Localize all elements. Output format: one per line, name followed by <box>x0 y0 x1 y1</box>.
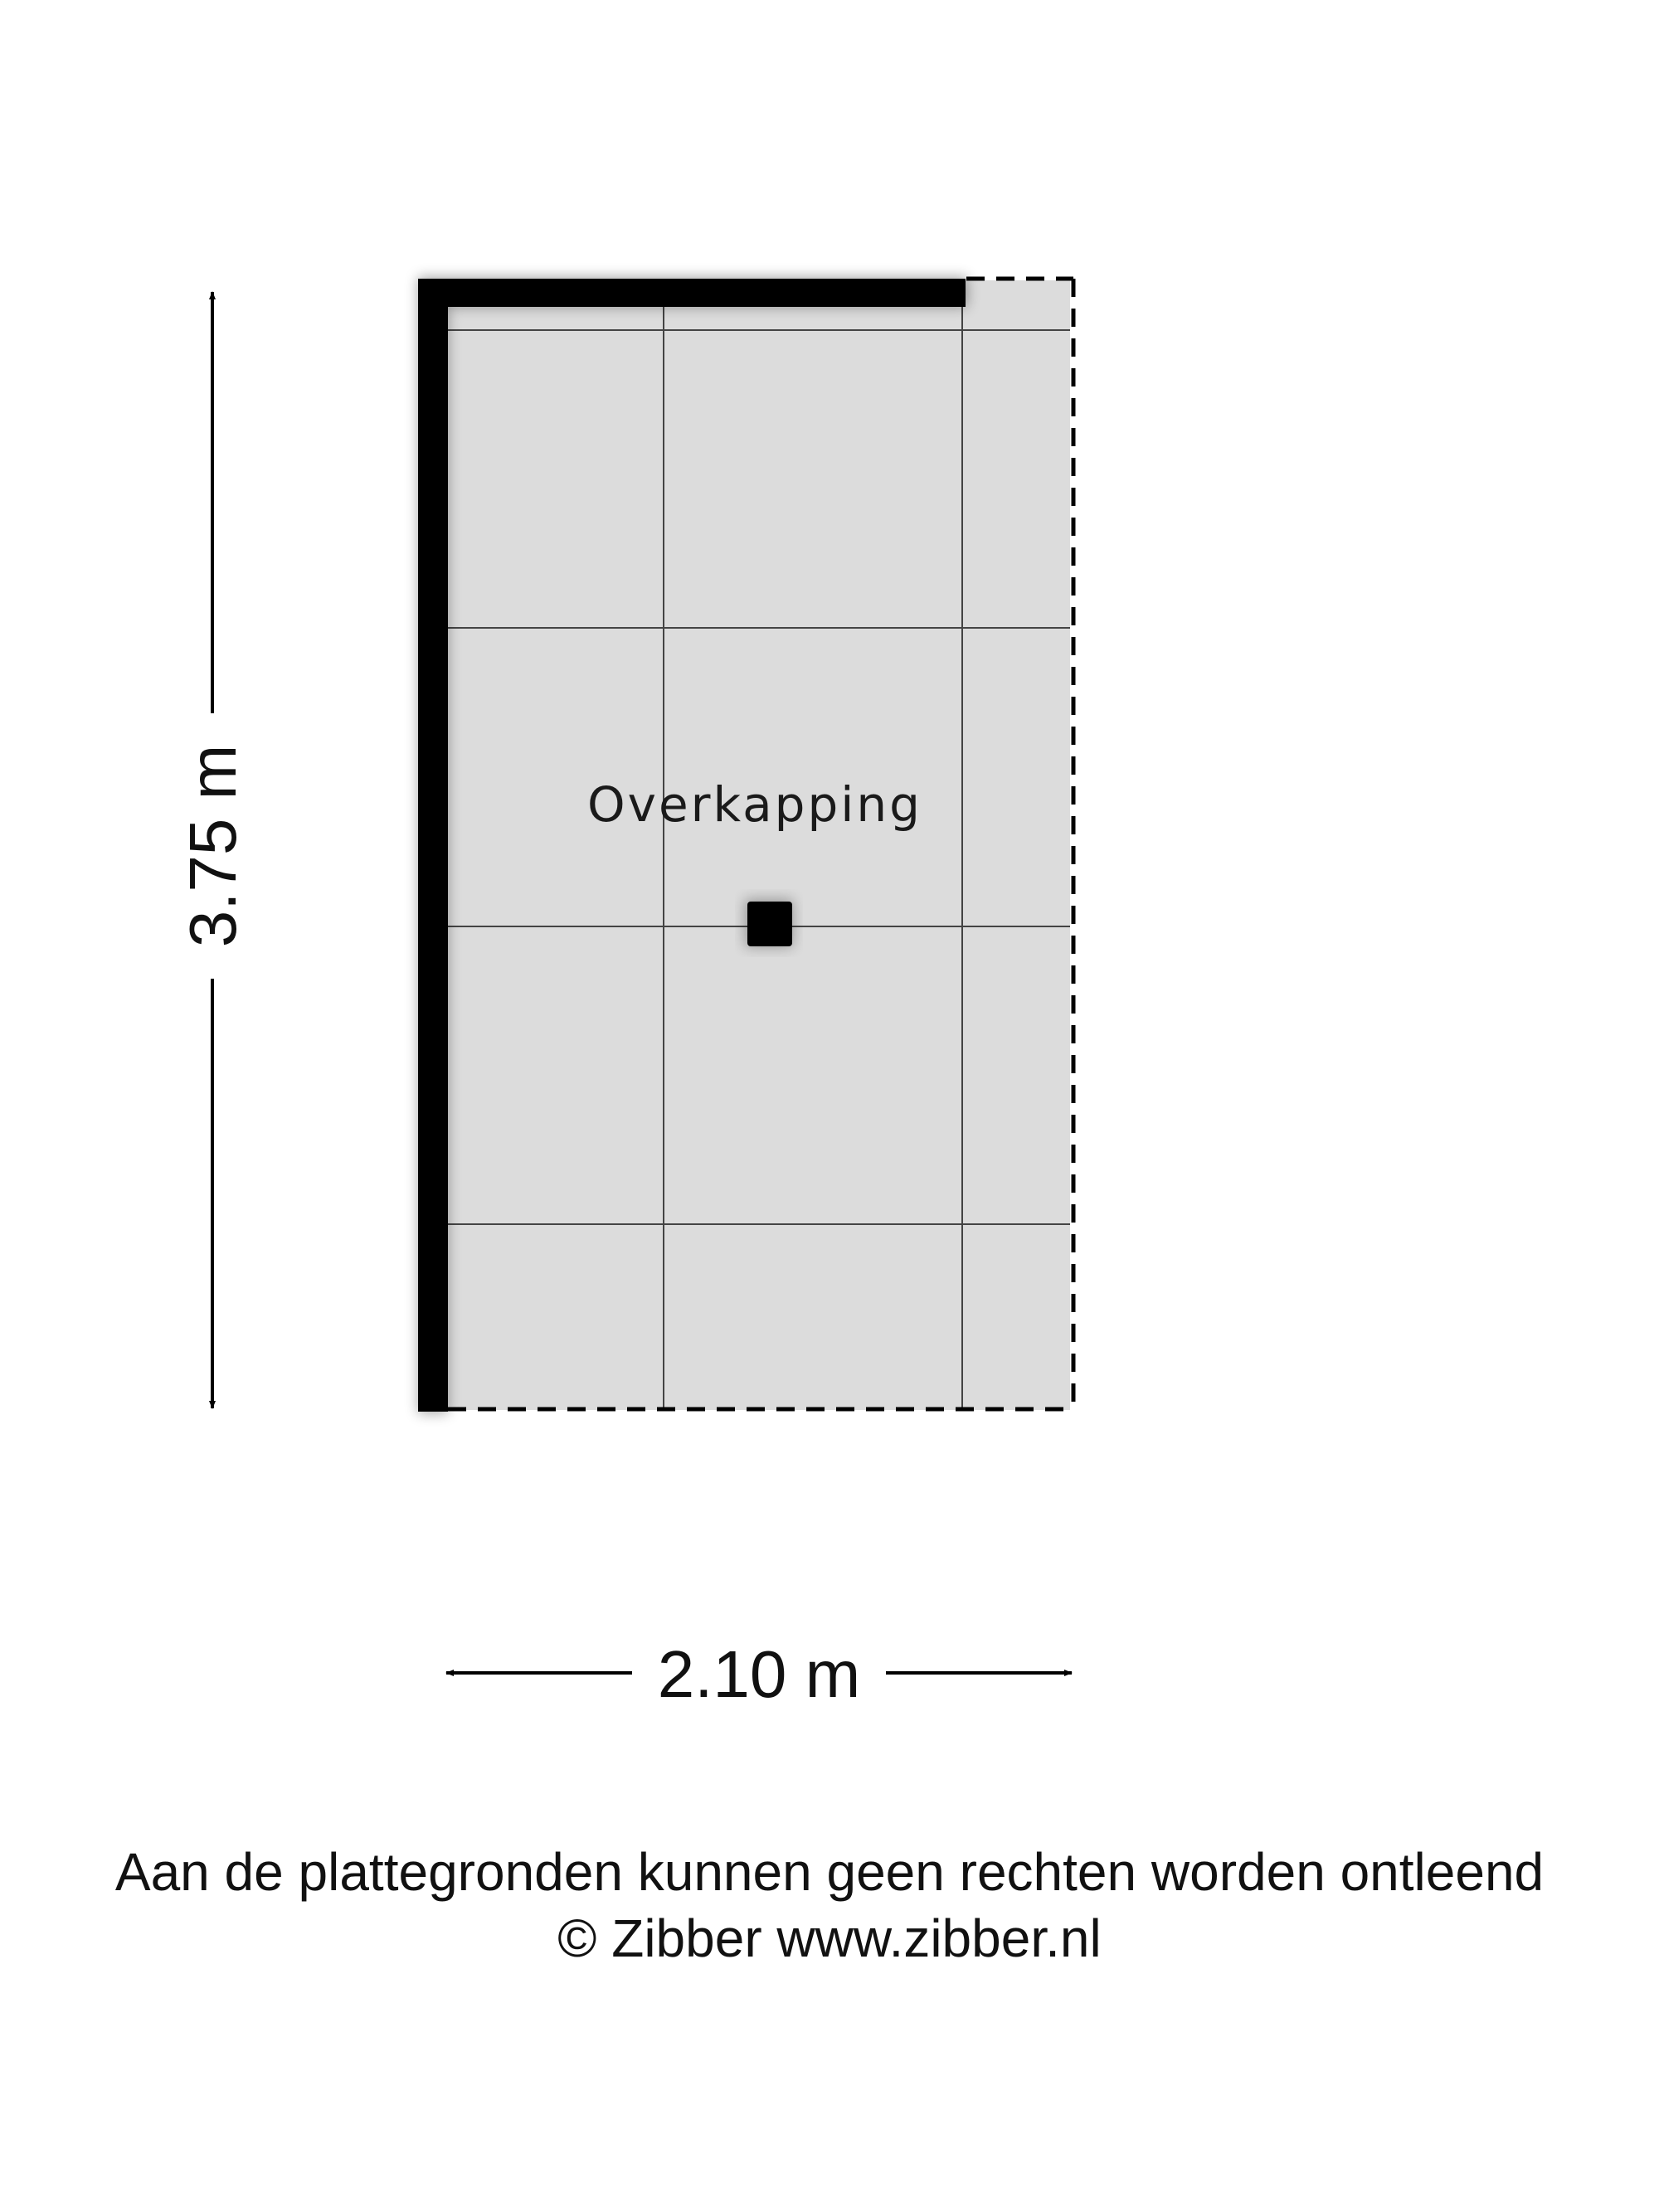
wall-top <box>418 279 966 307</box>
width-label: 2.10 m <box>657 1637 861 1711</box>
room-label: Overkapping <box>587 776 922 833</box>
disclaimer-text: Aan de plattegronden kunnen geen rechten worden ontleend <box>114 1842 1545 1902</box>
wall-left <box>418 279 448 1412</box>
height-label: 3.75 m <box>176 744 250 948</box>
post-icon <box>747 902 792 946</box>
room-floor <box>421 280 1070 1410</box>
copyright-text: © Zibber www.zibber.nl <box>557 1908 1102 1968</box>
